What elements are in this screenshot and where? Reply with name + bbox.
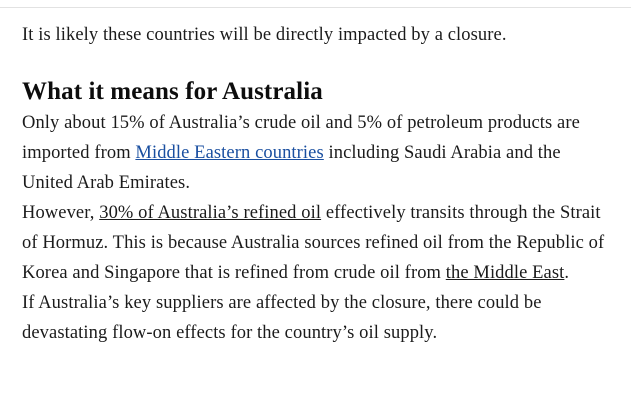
paragraph-hormuz-text-after: . xyxy=(564,263,570,283)
paragraph-imports-text-before: Only about 15% of Australia’s crude oil and 5% of petroleum products are imported from xyxy=(22,113,585,163)
article-body xyxy=(22,14,609,348)
link-refined-oil-share[interactable]: 30% of Australia’s refined oil xyxy=(99,203,322,223)
link-middle-eastern-countries[interactable]: Middle Eastern countries xyxy=(135,143,324,163)
link-the-middle-east[interactable]: the Middle East xyxy=(445,263,565,283)
paragraph-imports xyxy=(22,108,609,198)
top-divider xyxy=(0,7,631,8)
paragraph-hormuz-text-middle: effectively transits through the Strait of Hormuz. This is because Australia sources refined oil from the Republic of Korea and Singapore that is refined from crude oil from xyxy=(22,203,609,283)
paragraph-intro: It is likely these countries will be directly impacted by a closure. xyxy=(22,25,507,45)
paragraph-hormuz-text-before: However, xyxy=(22,203,100,223)
paragraph-imports-text-after: including Saudi Arabia and the United Arab Emirates. xyxy=(22,143,566,193)
paragraph-hormuz xyxy=(22,198,609,288)
paragraph-suppliers: If Australia’s key suppliers are affected by the closure, there could be devastating flow-on effects for the country’s oil supply. xyxy=(22,293,542,343)
section-heading-australia: What it means for Australia xyxy=(22,78,323,105)
